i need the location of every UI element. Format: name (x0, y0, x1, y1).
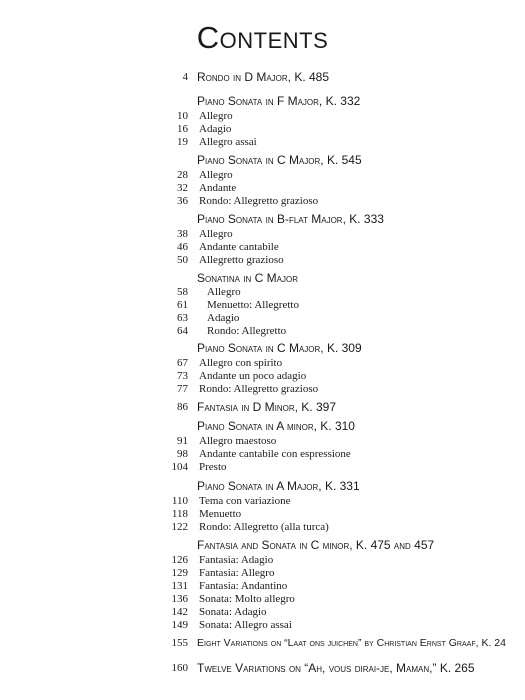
page-number: 67 (177, 357, 188, 369)
toc-item (0, 434, 525, 448)
page-number: 16 (177, 123, 188, 135)
toc-heading-label: Twelve Variations on “Ah, vous dirai-je, Maman,” K. 265 (197, 661, 475, 675)
toc-heading (0, 212, 525, 226)
toc-item (0, 181, 525, 195)
toc-item (0, 447, 525, 461)
page-number: 122 (171, 521, 188, 533)
toc-item-label: Andante cantabile (199, 241, 279, 253)
toc-heading-label: Piano Sonata in A Major, K. 331 (197, 479, 360, 493)
toc-heading (0, 153, 525, 167)
toc-item-label: Allegro maestoso (199, 435, 277, 447)
toc-heading (0, 538, 525, 552)
toc-item-label: Fantasia: Allegro (199, 567, 275, 579)
toc-item-label: Andante un poco adagio (199, 370, 307, 382)
toc-item (0, 494, 525, 508)
toc-item (0, 122, 525, 136)
toc-item (0, 507, 525, 521)
toc-item (0, 460, 525, 474)
toc-item-label: Allegretto grazioso (199, 254, 284, 266)
page-number: 131 (171, 580, 188, 592)
page-number: 142 (171, 606, 188, 618)
toc-item-label: Allegro (199, 228, 233, 240)
page-number: 38 (177, 228, 188, 240)
toc-heading-label: Rondo in D Major, K. 485 (197, 70, 330, 84)
toc-heading (0, 419, 525, 433)
toc-item-label: Rondo: Allegretto (alla turca) (199, 521, 329, 533)
page-number: 126 (171, 554, 188, 566)
toc-item-label: Allegro (207, 286, 241, 298)
toc-item (0, 618, 525, 632)
toc-item (0, 579, 525, 593)
toc-item (0, 520, 525, 534)
page-number: 63 (177, 312, 188, 324)
toc-item (0, 285, 525, 299)
toc-item (0, 592, 525, 606)
page-number: 118 (171, 508, 188, 520)
page-number: 136 (171, 593, 188, 605)
page-number: 32 (177, 182, 188, 194)
toc-heading-label: Piano Sonata in A minor, K. 310 (197, 419, 355, 433)
page-number: 110 (171, 495, 188, 507)
toc-heading-label: Fantasia and Sonata in C minor, K. 475 and 457 (197, 538, 435, 552)
toc-item-label: Rondo: Allegretto grazioso (199, 383, 319, 395)
toc-item-label: Allegro con spirito (199, 357, 283, 369)
toc-heading-label: Piano Sonata in C Major, K. 545 (197, 153, 362, 167)
toc-item (0, 109, 525, 123)
page-number: 58 (177, 286, 188, 298)
toc-heading (0, 400, 525, 414)
toc-item-label: Allegro (199, 110, 233, 122)
toc-heading (0, 70, 525, 84)
page-number: 104 (171, 461, 188, 473)
toc-item (0, 553, 525, 567)
page-number: 160 (171, 662, 188, 674)
page-number: 46 (177, 241, 188, 253)
toc-item-label: Rondo: Allegretto grazioso (199, 195, 319, 207)
page-number: 50 (177, 254, 188, 266)
toc-item-label: Sonata: Molto allegro (199, 593, 295, 605)
page-number: 10 (177, 110, 188, 122)
toc-item-label: Rondo: Allegretto (207, 325, 287, 337)
toc-item-label: Andante (199, 182, 237, 194)
toc-item (0, 311, 525, 325)
toc-item (0, 227, 525, 241)
toc-item (0, 324, 525, 338)
toc-item-label: Allegro (199, 169, 233, 181)
toc-item (0, 194, 525, 208)
toc-heading-label: Eight Variations on “Laat ons juichen” by Christian Ernst Graaf, K. 24 (197, 637, 506, 649)
toc-item-label: Sonata: Adagio (199, 606, 267, 618)
toc-item-label: Adagio (199, 123, 232, 135)
toc-item-label: Sonata: Allegro assai (199, 619, 292, 631)
toc-item (0, 168, 525, 182)
toc-item (0, 298, 525, 312)
page-number: 64 (177, 325, 188, 337)
page-number: 73 (177, 370, 188, 382)
toc-item-label: Andante cantabile con espressione (199, 448, 351, 460)
toc-heading-label: Sonatina in C Major (197, 271, 298, 285)
toc-heading-label: Fantasia in D Minor, K. 397 (197, 400, 336, 414)
page-number: 28 (177, 169, 188, 181)
toc-heading (0, 661, 525, 675)
page-number: 98 (177, 448, 188, 460)
toc-heading-label: Piano Sonata in B-flat Major, K. 333 (197, 212, 384, 226)
page-number: 61 (177, 299, 188, 311)
page-number: 155 (171, 637, 188, 649)
page-number: 36 (177, 195, 188, 207)
toc-item (0, 356, 525, 370)
toc-item (0, 605, 525, 619)
page-number: 91 (177, 435, 188, 447)
toc-item (0, 566, 525, 580)
toc-heading-label: Piano Sonata in C Major, K. 309 (197, 341, 362, 355)
toc-item-label: Menuetto: Allegretto (207, 299, 299, 311)
page-number: 149 (171, 619, 188, 631)
toc-heading (0, 271, 525, 285)
toc-heading (0, 636, 525, 650)
page-number: 77 (177, 383, 188, 395)
toc-heading (0, 341, 525, 355)
page-number: 129 (171, 567, 188, 579)
page-title: Contents (196, 20, 329, 55)
toc-item-label: Menuetto (199, 508, 242, 520)
toc-item-label: Allegro assai (199, 136, 257, 148)
toc-item-label: Fantasia: Adagio (199, 554, 274, 566)
toc-item (0, 382, 525, 396)
toc-item (0, 240, 525, 254)
toc-heading (0, 479, 525, 493)
toc-item-label: Tema con variazione (199, 495, 291, 507)
page-number: 4 (182, 71, 188, 83)
toc-heading (0, 94, 525, 108)
toc-item-label: Adagio (207, 312, 240, 324)
toc-heading-label: Piano Sonata in F Major, K. 332 (197, 94, 361, 108)
toc-item (0, 253, 525, 267)
toc-item (0, 135, 525, 149)
page-number: 86 (177, 401, 188, 413)
page-number: 19 (177, 136, 188, 148)
toc-item (0, 369, 525, 383)
toc-item-label: Presto (199, 461, 227, 473)
toc-item-label: Fantasia: Andantino (199, 580, 288, 592)
